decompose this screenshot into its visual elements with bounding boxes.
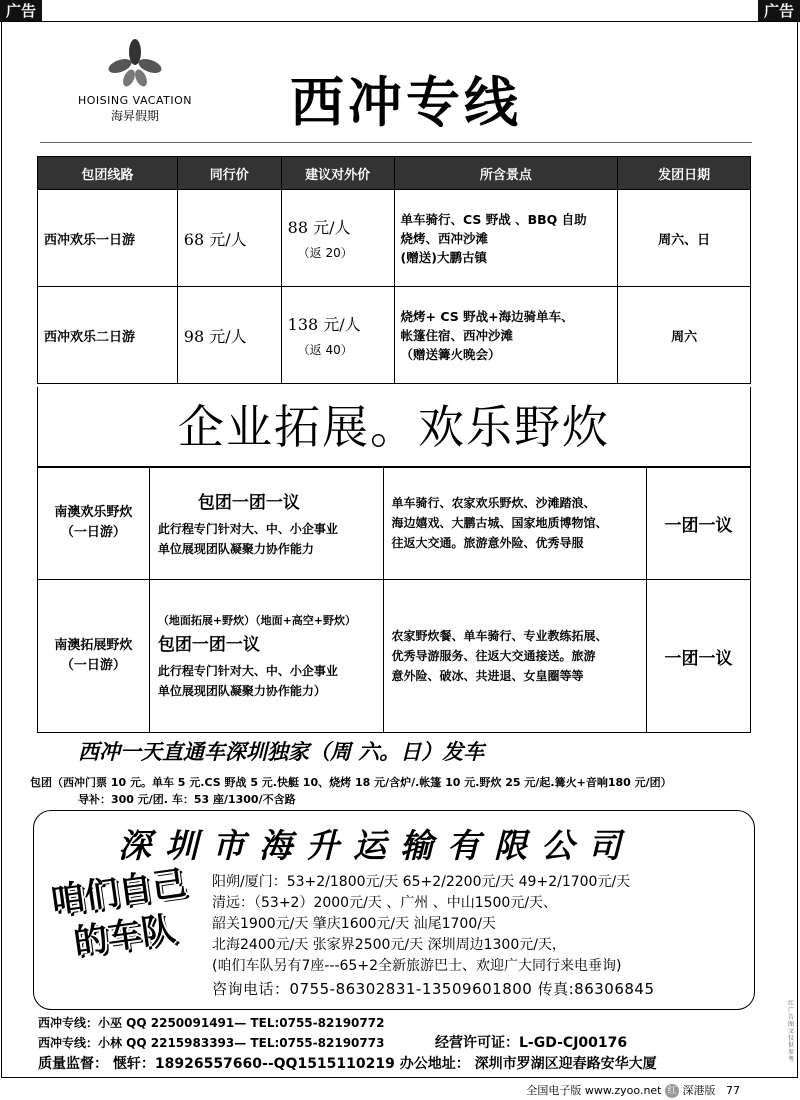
- spot-line: 帐篷住宿、西冲沙滩: [400, 327, 514, 343]
- rate-line: 阳朔/厦门：53+2/1800元/天 65+2/2200元/天 49+2/1700元/天: [212, 874, 631, 890]
- fleet-slogan: [41, 860, 205, 990]
- desc-line: 此行程专门针对大、中、小企事业: [157, 521, 338, 536]
- retail-cell: [281, 287, 394, 384]
- negotiation-label: 包团一团一议: [157, 634, 260, 655]
- spot-line: 往返大交通。旅游意外险、优秀导服: [391, 536, 584, 550]
- table-header-row: [38, 157, 751, 190]
- rebate: （返 40）: [297, 343, 353, 357]
- package-desc: [158, 519, 375, 559]
- header-peer-price: 同行价: [177, 157, 281, 190]
- spots-cell: [394, 287, 618, 384]
- package-desc: [158, 661, 375, 701]
- page-footer: [526, 1082, 740, 1098]
- express-headline: 西冲一天直通车深圳独家（周 六。日）发车: [78, 740, 485, 764]
- header-route: 包团线路: [38, 157, 178, 190]
- spot-line: 烧烤、西冲沙滩: [400, 230, 489, 246]
- negotiation-label: 一团一议: [647, 467, 751, 580]
- route-name: 西冲欢乐一日游: [38, 190, 178, 287]
- rate-line: (咱们车队另有7座---65+2全新旅游巴士、欢迎广大同行来电垂询): [212, 958, 622, 974]
- route-line: （一日游）: [60, 658, 126, 673]
- table-row: [38, 287, 751, 384]
- divider: [40, 142, 752, 143]
- package-cell: [149, 467, 383, 580]
- route-name: [38, 580, 150, 733]
- negotiation-label: 包团一团一议: [197, 492, 300, 513]
- package-options: （地面拓展+野炊）（地面+高空+野炊）: [157, 613, 357, 627]
- guide-line: 导补：300 元/团. 车：53 座/1300/不含路: [78, 793, 296, 806]
- rate-line: 北海2400元/天 张家界2500元/天 深圳周边1300元/天，: [212, 937, 566, 953]
- table-row: [38, 467, 751, 580]
- brand-logo: [70, 38, 200, 124]
- depart-date: 周六: [618, 287, 751, 384]
- contact-line: 西冲专线：小巫 QQ 2250091491— TEL:0755-82190772: [38, 1016, 385, 1030]
- retail-price: 88 元/人: [287, 218, 351, 237]
- tour-table: [37, 156, 751, 384]
- rate-list: [212, 872, 630, 977]
- spot-line: 烧烤+ CS 野战+海边骑单车、: [400, 308, 574, 324]
- spot-line: （赠送篝火晚会）: [400, 346, 501, 362]
- footer-site: 全国电子版 www.zyoo.net: [526, 1084, 662, 1097]
- rate-line: 韶关1900元/天 肇庆1600元/天 汕尾1700/天: [212, 916, 496, 932]
- spots-cell: [383, 467, 647, 580]
- route-name: [38, 467, 150, 580]
- package-cell: [149, 580, 383, 733]
- slogan-line: 的车队: [71, 908, 178, 963]
- company-name: 深圳市海升运输有限公司: [118, 826, 635, 865]
- spot-line: 优秀导游服务、往返大交通接送。旅游: [391, 649, 596, 663]
- table-row: [38, 580, 751, 733]
- header-retail-price: 建议对外价: [281, 157, 394, 190]
- spot-line: 单车骑行、CS 野战 、BBQ 自助: [400, 211, 587, 227]
- desc-line: 单位展现团队凝聚力协作能力）: [157, 683, 326, 698]
- retail-price: 138 元/人: [287, 315, 361, 334]
- route-line: 南澳欢乐野炊: [54, 505, 133, 520]
- spot-line: 农家野炊餐、单车骑行、专业教练拓展、: [391, 629, 608, 643]
- table-row: [38, 190, 751, 287]
- section-banner: 企业拓展。欢乐野炊: [37, 387, 751, 468]
- route-name: 西冲欢乐二日游: [38, 287, 178, 384]
- footer-edition: 深港版: [682, 1084, 716, 1097]
- spot-line: 海边嬉戏、大鹏古城、国家地质博物馆、: [391, 516, 608, 530]
- spot-line: 意外险、破冰、共进退、女皇圈等等: [391, 669, 584, 683]
- flower-logo-icon: [105, 38, 165, 88]
- depart-date: 周六、日: [618, 190, 751, 287]
- desc-line: 此行程专门针对大、中、小企事业: [157, 663, 338, 678]
- supervision-line: 质量监督： 惬轩：18926557660--QQ1515110219 办公地址： 深圳市罗湖区迎春路安华大厦: [38, 1056, 657, 1072]
- rate-line: 清远：（53+2）2000元/天 、广州 、中山1500元/天、: [212, 895, 558, 911]
- page-number: 77: [726, 1084, 740, 1097]
- spot-line: (赠送)大鹏古镇: [400, 249, 487, 265]
- peer-price: 98 元/人: [177, 287, 281, 384]
- spot-line: 单车骑行、农家欢乐野炊、沙滩踏浪、: [391, 496, 596, 510]
- desc-line: 单位展现团队凝聚力协作能力: [157, 541, 314, 556]
- rebate: （返 20）: [297, 246, 353, 260]
- spots-cell: [383, 580, 647, 733]
- header-spots: 所含景点: [394, 157, 618, 190]
- outing-table: [37, 466, 751, 733]
- ad-tag-left: 广告: [0, 0, 42, 22]
- red-badge-icon: 红: [665, 1084, 679, 1098]
- contact-line: 西冲专线：小林 QQ 2215983393— TEL:0755-82190773: [38, 1036, 385, 1050]
- extras-line: 包团（西冲门票 10 元。单车 5 元.CS 野战 5 元.快艇 10、烧烤 18 元/含炉/.帐篷 10 元.野炊 25 元/起.篝火+音响180 元/团）: [30, 776, 672, 789]
- brand-name-en: HOISING VACATION: [77, 94, 192, 107]
- peer-price: 68 元/人: [177, 190, 281, 287]
- side-note: 红广告图文仅供参考: [788, 1000, 795, 1063]
- brand-name-cn: 海昇假期: [110, 109, 159, 123]
- negotiation-label: 一团一议: [647, 580, 751, 733]
- spots-cell: [394, 190, 618, 287]
- header-date: 发团日期: [618, 157, 751, 190]
- contact-phone: 咨询电话：0755-86302831-13509601800 传真:86306845: [212, 980, 655, 998]
- license-number: 经营许可证：L-GD-CJ00176: [435, 1035, 628, 1051]
- ad-tag-right: 广告: [758, 0, 800, 22]
- slogan-line: 咱们自己: [48, 863, 189, 922]
- page-title: 西冲专线: [290, 70, 522, 134]
- retail-cell: [281, 190, 394, 287]
- route-line: 南澳拓展野炊: [54, 638, 133, 653]
- route-line: （一日游）: [60, 525, 126, 540]
